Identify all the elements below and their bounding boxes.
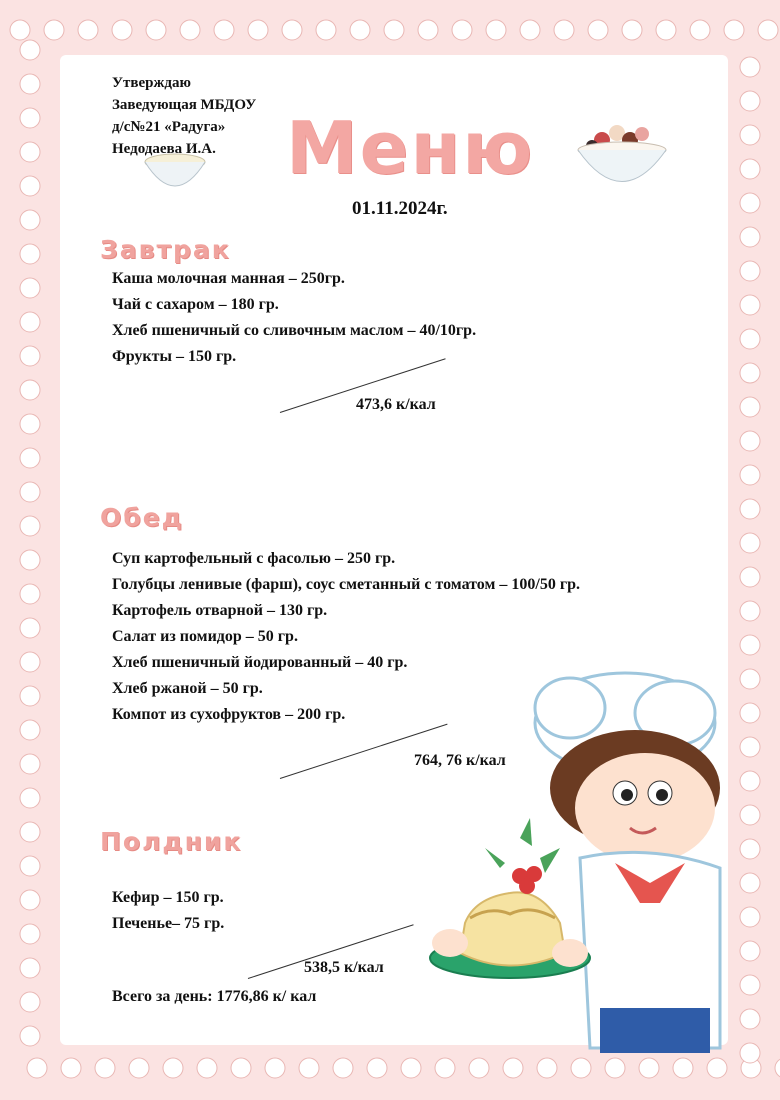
snack-list: [112, 885, 224, 937]
list-item: Картофель отварной – 130 гр.: [112, 602, 328, 619]
list-item: Хлеб пшеничный йодированный – 40 гр.: [112, 654, 408, 671]
list-item: Компот из сухофруктов – 200 гр.: [112, 706, 346, 723]
list-item: Фрукты – 150 гр.: [112, 348, 237, 365]
snack-kcal: 538,5 к/кал: [304, 959, 384, 976]
daily-total: Всего за день: 1776,86 к/ кал: [112, 988, 317, 1005]
lunch-heading: Обед: [100, 503, 184, 532]
breakfast-list: [112, 266, 476, 370]
list-item: Голубцы ленивые (фарш), соус сметанный с томатом – 100/50 гр.: [112, 576, 580, 593]
snack-heading: Полдник: [100, 827, 243, 856]
list-item: Салат из помидор – 50 гр.: [112, 628, 298, 645]
page-title: Меню: [286, 106, 535, 190]
lunch-list: [112, 546, 580, 728]
list-item: Каша молочная манная – 250гр.: [112, 270, 345, 287]
approval-line: Недодаева И.А.: [112, 141, 216, 157]
approval-line: д/с№21 «Радуга»: [112, 119, 226, 135]
list-item: Хлеб ржаной – 50 гр.: [112, 680, 263, 697]
lunch-kcal: 764, 76 к/кал: [414, 752, 506, 769]
list-item: Кефир – 150 гр.: [112, 889, 224, 906]
list-item: Хлеб пшеничный со сливочным маслом – 40/10гр.: [112, 322, 477, 339]
menu-date: 01.11.2024г.: [352, 198, 448, 219]
list-item: Печенье– 75 гр.: [112, 915, 225, 932]
breakfast-kcal: 473,6 к/кал: [356, 396, 436, 413]
list-item: Суп картофельный с фасолью – 250 гр.: [112, 550, 396, 567]
bowl-right-icon: [572, 118, 672, 198]
approval-block: [112, 72, 256, 160]
breakfast-heading: Завтрак: [100, 235, 231, 264]
approval-line: Утверждаю: [112, 75, 191, 91]
approval-line: Заведующая МБДОУ: [112, 97, 257, 113]
list-item: Чай с сахаром – 180 гр.: [112, 296, 279, 313]
